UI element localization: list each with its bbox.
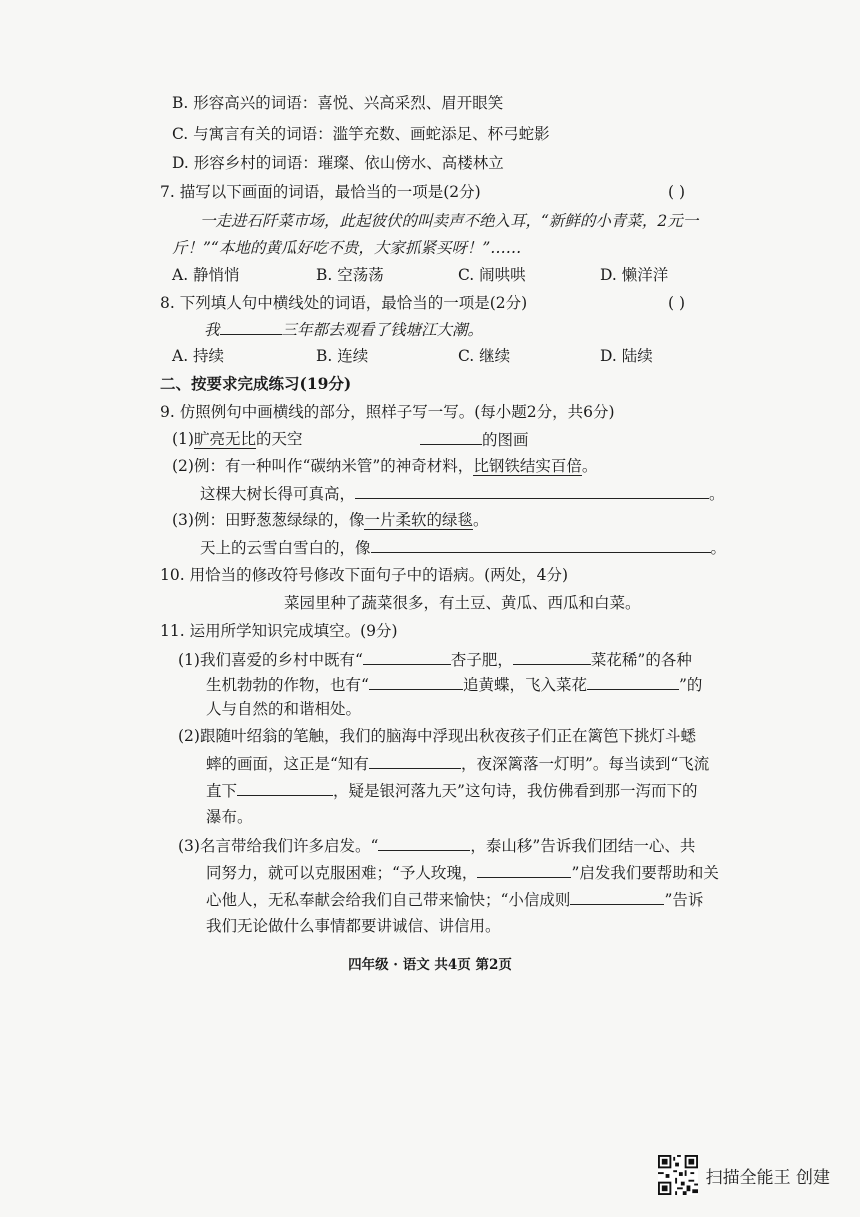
q9-part3-blank[interactable]	[371, 536, 711, 553]
q8-sentence-post: 三年都去观看了钱塘江大潮。	[281, 321, 484, 339]
q11-s2-line4: 瀑布。	[206, 808, 253, 826]
q11-s3-blank3[interactable]	[570, 888, 664, 905]
q9-part1-rest: 的天空	[255, 430, 303, 448]
q6-option-d: D. 形容乡村的词语：璀璨、依山傍水、高楼林立	[172, 154, 504, 172]
q9-part1	[172, 428, 303, 450]
page-footer: 四年级 · 语文 共4页 第2页	[348, 957, 512, 973]
q11-s3-text-f: ”告诉	[664, 891, 704, 909]
q11-s2-text-c: ，夜深篱落一灯明”。每当读到“飞流	[460, 755, 710, 773]
q6-option-b: B. 形容高兴的词语：喜悦、兴高采烈、眉开眼笑	[172, 94, 504, 112]
q11-s1-text-b: 杏子肥，	[450, 651, 513, 669]
q11-s1-blank4[interactable]	[587, 673, 679, 690]
q8-blank[interactable]	[220, 318, 282, 335]
q9-part2-task-text: 这棵大树长得可真高，	[200, 485, 356, 503]
q9-part2-blank[interactable]	[355, 482, 709, 499]
q7-option-a: A. 静悄悄	[172, 266, 240, 284]
q9-part1-underlined: 旷亮无比	[193, 430, 256, 448]
q7-answer-paren: ( )	[668, 183, 686, 201]
q11-s3-text-e: 心他人，无私奉献会给我们自己带来愉快；“小信成则	[206, 891, 571, 909]
q9-part2-underlined: 比钢铁结实百倍	[473, 457, 582, 475]
section-2-title: 二、按要求完成练习(19分)	[160, 374, 352, 393]
q11-s1-text-d: 生机勃勃的作物，也有“	[206, 676, 369, 694]
q11-s1-line3: 人与自然的和谐相处。	[206, 700, 362, 718]
q10-sentence: 菜园里种了蔬菜很多，有土豆、黄瓜、西瓜和白菜。	[284, 594, 641, 612]
q9-part2-end: 。	[581, 457, 598, 475]
q6-option-c: C. 与寓言有关的词语：滥竽充数、画蛇添足、杯弓蛇影	[172, 125, 550, 143]
q11-s2-blank2[interactable]	[237, 779, 333, 796]
q9-part3-underlined: 一片柔软的绿毯	[364, 511, 473, 529]
q9-part2-task-end: 。	[709, 485, 725, 503]
q11-s3-line4: 我们无论做什么事情都要讲诚信、讲信用。	[206, 917, 501, 935]
q11-s1-blank2[interactable]	[513, 648, 591, 665]
q11-s2-line3	[206, 779, 697, 802]
watermark-text: 扫描全能王 创建	[705, 1167, 830, 1188]
q11-s3-text-c: 同努力，就可以克服困难；“予人玫瑰，	[206, 864, 478, 882]
q8-sentence	[204, 318, 483, 341]
q8-stem: 8. 下列填人句中横线处的词语，最恰当的一项是(2分)	[160, 294, 528, 312]
q11-s1-blank3[interactable]	[369, 673, 463, 690]
scanner-watermark	[658, 1155, 830, 1195]
q11-s1-line1	[178, 648, 692, 671]
q9-part3-pre: (3)例：田野葱葱绿绿的，像	[172, 511, 365, 529]
q10-stem: 10. 用恰当的修改符号修改下面句子中的语病。(两处，4分)	[160, 566, 569, 584]
q11-s3-text-d: ”启发我们要帮助和关	[571, 864, 719, 882]
qr-code-icon	[658, 1155, 698, 1195]
q8-sentence-pre: 我	[204, 321, 220, 339]
q7-option-b: B. 空荡荡	[316, 266, 384, 284]
q9-part3-end: 。	[472, 511, 489, 529]
q7-stem: 7. 描写以下画面的词语，最恰当的一项是(2分)	[160, 183, 481, 201]
q11-s3-text-b: ，泰山移”告诉我们团结一心、共	[470, 837, 696, 855]
q9-part1-label: (1)	[172, 430, 194, 448]
q9-part2-task	[200, 482, 725, 505]
q11-s2-line1: (2)跟随叶绍翁的笔触，我们的脑海中浮现出秋夜孩子们正在篱笆下挑灯斗蟋	[178, 727, 696, 745]
q11-s3-line2	[206, 861, 719, 884]
q11-s2-text-e: ，疑是银河落九天”这句诗，我仿佛看到那一泻而下的	[333, 782, 698, 800]
q11-s1-line2	[206, 673, 702, 696]
q11-s3-line1	[178, 834, 695, 857]
q11-s1-text-f: ”的	[678, 676, 703, 694]
q9-part3-task-end: 。	[710, 539, 727, 557]
q9-part3-task-text: 天上的云雪白雪白的，像	[200, 539, 371, 557]
q11-s1-blank1[interactable]	[363, 648, 451, 665]
q7-option-d: D. 懒洋洋	[600, 266, 669, 284]
q11-stem: 11. 运用所学知识完成填空。(9分)	[160, 622, 398, 640]
q9-part1-answer	[420, 428, 529, 451]
q8-answer-paren: ( )	[668, 294, 686, 312]
q9-part1-after: 的图画	[482, 431, 529, 449]
q8-option-b: B. 连续	[316, 347, 369, 365]
q11-s1-text-e: 追黄蝶，飞入菜花	[462, 676, 587, 694]
q9-part3-example	[172, 509, 489, 531]
q9-part2-pre: (2)例：有一种叫作“碳纳米管”的神奇材料，	[172, 457, 474, 475]
q11-s3-text-a: (3)名言带给我们许多启发。“	[178, 837, 379, 855]
q11-s2-text-d: 直下	[206, 782, 238, 800]
q9-stem: 9. 仿照例句中画横线的部分，照样子写一写。(每小题2分，共6分)	[160, 403, 615, 421]
q8-option-d: D. 陆续	[600, 347, 653, 365]
q7-passage-line2: 斤！”“本地的黄瓜好吃不贵，大家抓紧买呀！”……	[172, 239, 522, 257]
q11-s2-text-b: 蟀的画面，这正是“知有	[206, 755, 369, 773]
q11-s1-text-c: 菜花稀”的各种	[590, 651, 692, 669]
q11-s2-blank1[interactable]	[369, 752, 461, 769]
q9-part3-task	[200, 536, 726, 559]
q11-s3-line3	[206, 888, 703, 911]
q8-option-a: A. 持续	[172, 347, 225, 365]
q11-s3-blank1[interactable]	[378, 834, 470, 851]
q11-s3-blank2[interactable]	[477, 861, 571, 878]
q11-s2-line2	[206, 752, 709, 775]
q11-s1-text-a: (1)我们喜爱的乡村中既有“	[178, 651, 363, 669]
q9-part1-blank[interactable]	[420, 428, 482, 445]
q9-part2-example	[172, 455, 597, 477]
q7-passage-line1: 一走进石阡菜市场，此起彼伏的叫卖声不绝入耳，“新鲜的小青菜，2元一	[200, 212, 699, 230]
q8-option-c: C. 继续	[458, 347, 511, 365]
q7-option-c: C. 闹哄哄	[458, 266, 526, 284]
